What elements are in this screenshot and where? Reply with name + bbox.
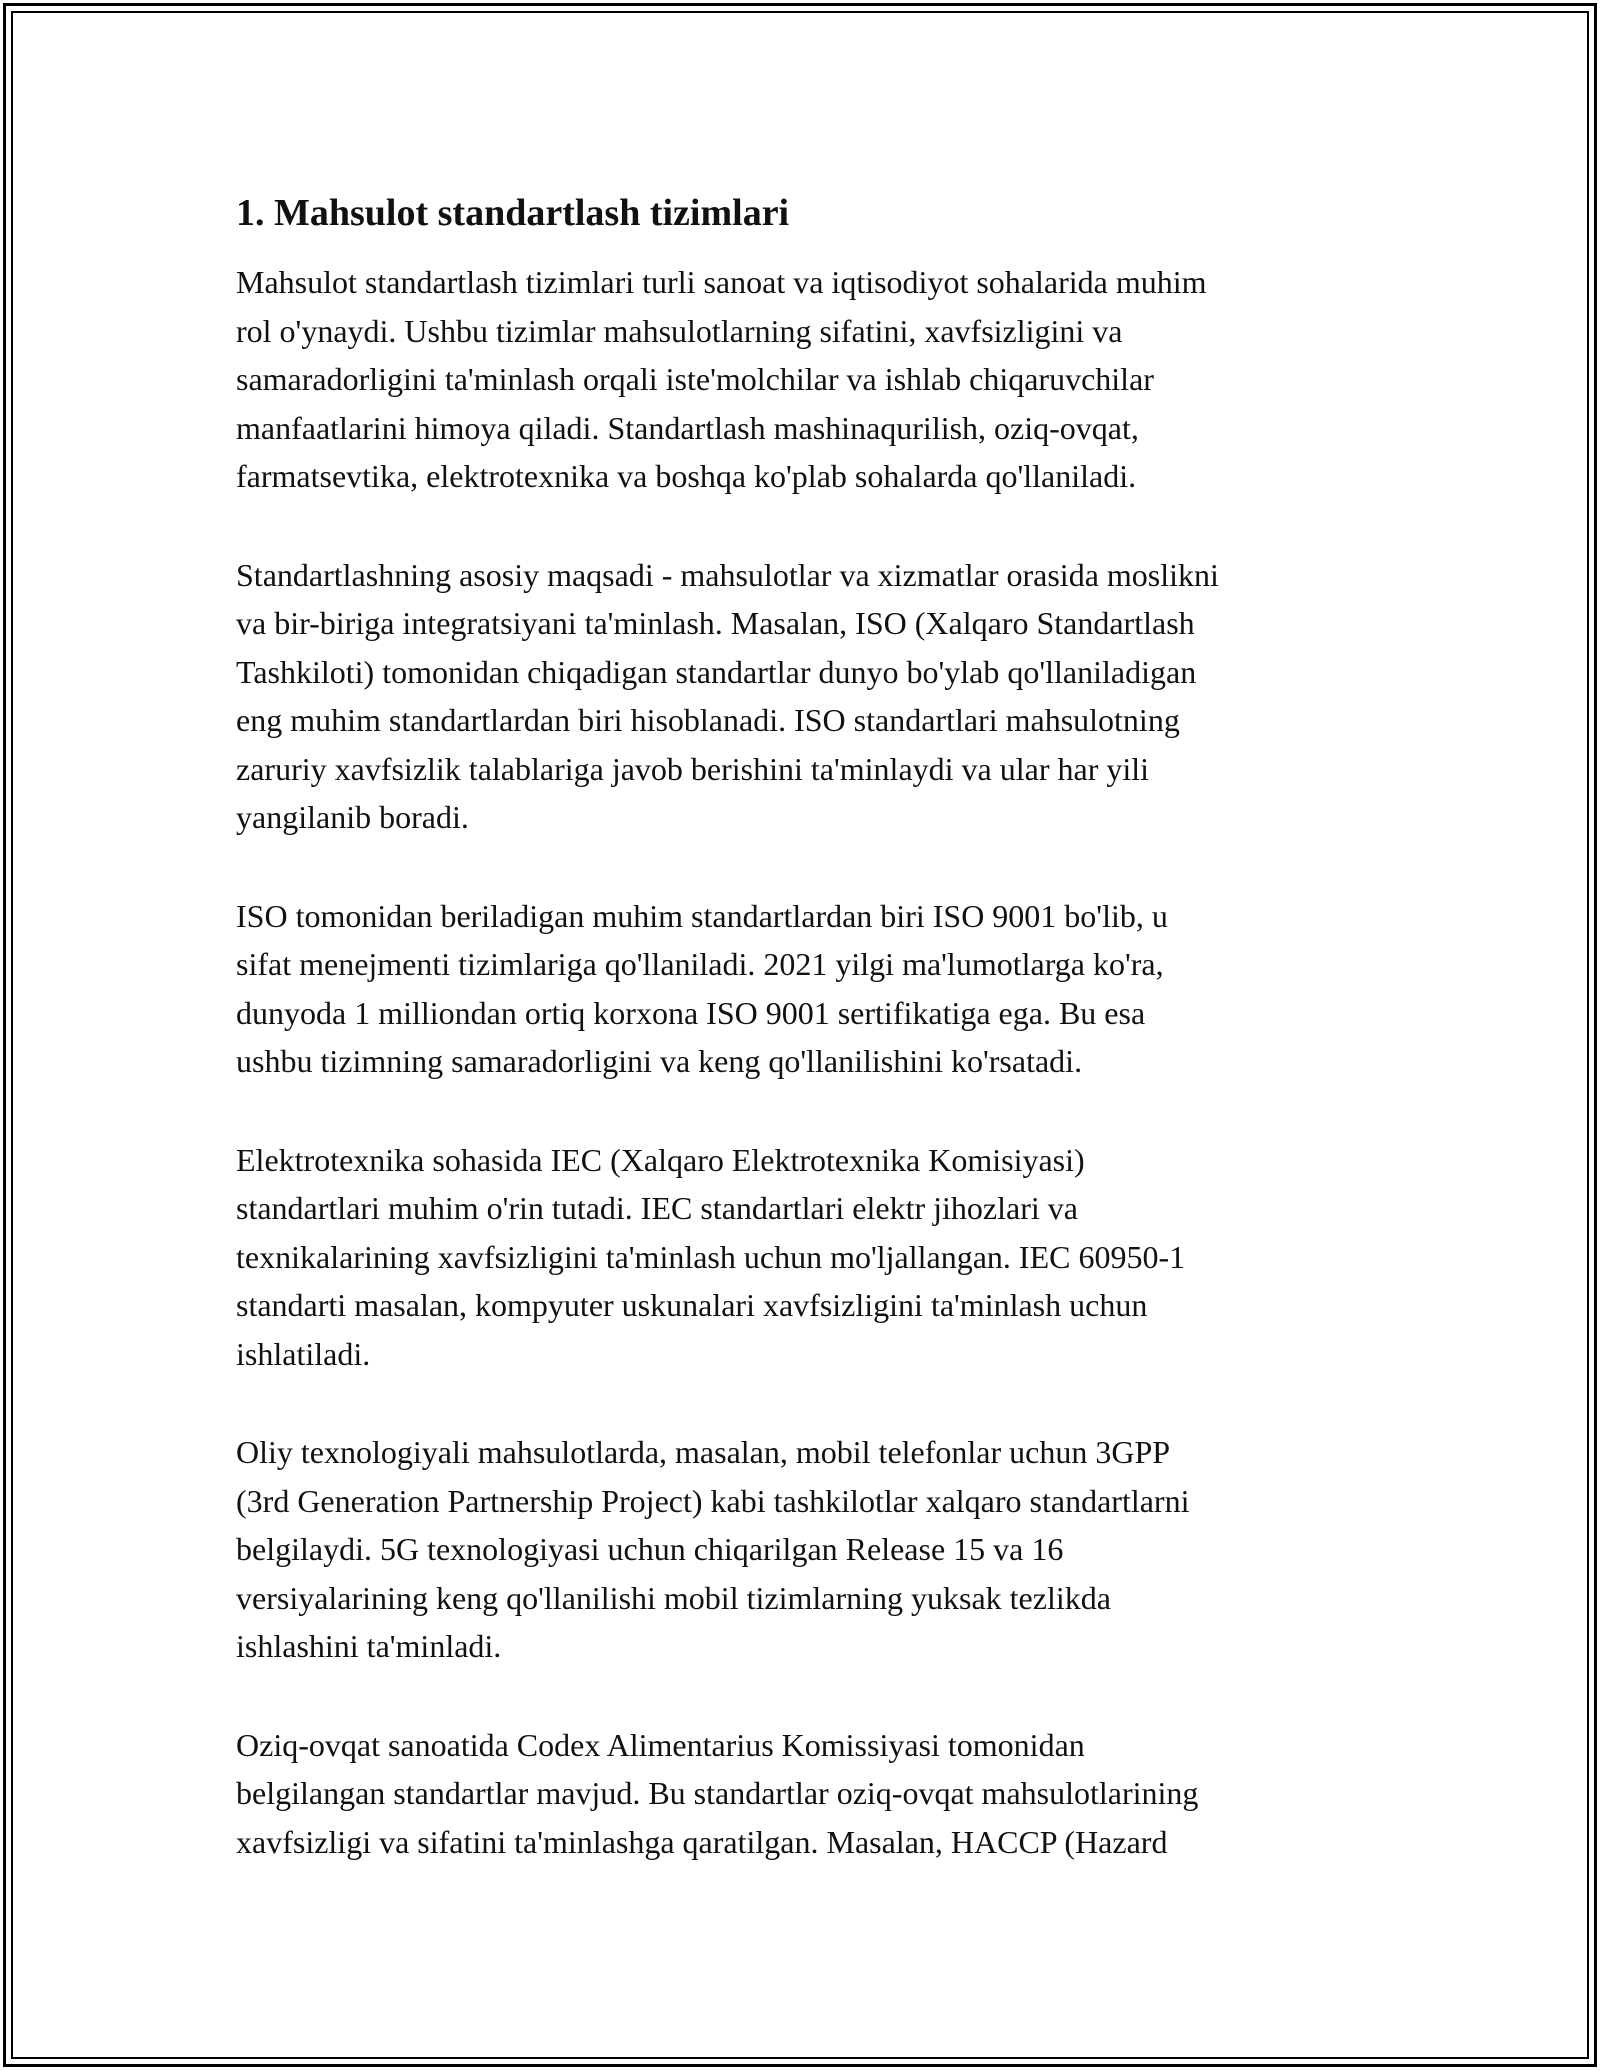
paragraph-line: ISO tomonidan beriladigan muhim standartlardan biri ISO 9001 bo'lib, u — [236, 897, 1168, 934]
paragraph-line: (3rd Generation Partnership Project) kabi tashkilotlar xalqaro standartlarni — [236, 1482, 1190, 1519]
paragraph-line: xavfsizligi va sifatini ta'minlashga qaratilgan. Masalan, HACCP (Hazard — [236, 1823, 1168, 1860]
paragraph-line: texnikalarining xavfsizligini ta'minlash uchun mo'ljallangan. IEC 60950-1 — [236, 1238, 1186, 1275]
paragraph-line: rol o'ynaydi. Ushbu tizimlar mahsulotlarning sifatini, xavfsizligini va — [236, 312, 1123, 349]
paragraph-line: versiyalarining keng qo'llanilishi mobil tizimlarning yuksak tezlikda — [236, 1579, 1111, 1616]
paragraph — [236, 892, 1376, 1086]
paragraph-line: sifat menejmenti tizimlariga qo'llaniladi. 2021 yilgi ma'lumotlarga ko'ra, — [236, 946, 1164, 982]
paragraph-line: Elektrotexnika sohasida IEC (Xalqaro Elektrotexnika Komisiyasi) — [236, 1141, 1085, 1178]
paragraph-line: belgilaydi. 5G texnologiyasi uchun chiqarilgan Release 15 va 16 — [236, 1531, 1064, 1567]
paragraph — [236, 258, 1376, 501]
paragraph — [236, 1136, 1376, 1379]
paragraph-line: Oliy texnologiyali mahsulotlarda, masalan, mobil telefonlar uchun 3GPP — [236, 1434, 1171, 1470]
paragraph-line: farmatsevtika, elektrotexnika va boshqa ko'plab sohalarda qo'llaniladi. — [236, 458, 1137, 494]
paragraph-list — [236, 258, 1376, 1866]
paragraph-line: samaradorligini ta'minlash orqali iste'molchilar va ishlab chiqaruvchilar — [236, 361, 1154, 397]
paragraph-line: Tashkiloti) tomonidan chiqadigan standartlar dunyo bo'ylab qo'llaniladigan — [236, 653, 1197, 690]
paragraph-line: ishlashini ta'minladi. — [236, 1628, 502, 1664]
paragraph-line: yangilanib boradi. — [236, 799, 469, 835]
paragraph-line: standartlari muhim o'rin tutadi. IEC standartlari elektr jihozlari va — [236, 1190, 1078, 1226]
paragraph — [236, 1721, 1376, 1867]
paragraph-line: ushbu tizimning samaradorligini va keng qo'llanilishini ko'rsatadi. — [236, 1043, 1083, 1079]
paragraph-line: va bir-biriga integratsiyani ta'minlash. Masalan, ISO (Xalqaro Standartlash — [236, 605, 1195, 641]
paragraph — [236, 551, 1376, 842]
paragraph-line: eng muhim standartlardan biri hisoblanadi. ISO standartlari mahsulotning — [236, 702, 1180, 738]
paragraph-line: belgilangan standartlar mavjud. Bu standartlar oziq-ovqat mahsulotlarining — [236, 1775, 1199, 1811]
section-heading: 1. Mahsulot standartlash tizimlari — [236, 192, 790, 234]
paragraph-line: manfaatlarini himoya qiladi. Standartlash mashinaqurilish, oziq-ovqat, — [236, 409, 1139, 446]
paragraph-line: dunyoda 1 milliondan ortiq korxona ISO 9001 sertifikatiga ega. Bu esa — [236, 994, 1146, 1031]
paragraph-line: Mahsulot standartlash tizimlari turli sanoat va iqtisodiyot sohalarida muhim — [236, 264, 1207, 300]
document-body — [236, 188, 1376, 1916]
paragraph-line: Oziq-ovqat sanoatida Codex Alimentarius Komissiyasi tomonidan — [236, 1726, 1085, 1763]
paragraph — [236, 1428, 1376, 1671]
paragraph-line: ishlatiladi. — [236, 1335, 371, 1372]
paragraph-line: Standartlashning asosiy maqsadi - mahsulotlar va xizmatlar orasida moslikni — [236, 556, 1219, 593]
paragraph-line: zaruriy xavfsizlik talablariga javob berishini ta'minlaydi va ular har yili — [236, 750, 1150, 787]
paragraph-line: standarti masalan, kompyuter uskunalari xavfsizligini ta'minlash uchun — [236, 1287, 1148, 1323]
